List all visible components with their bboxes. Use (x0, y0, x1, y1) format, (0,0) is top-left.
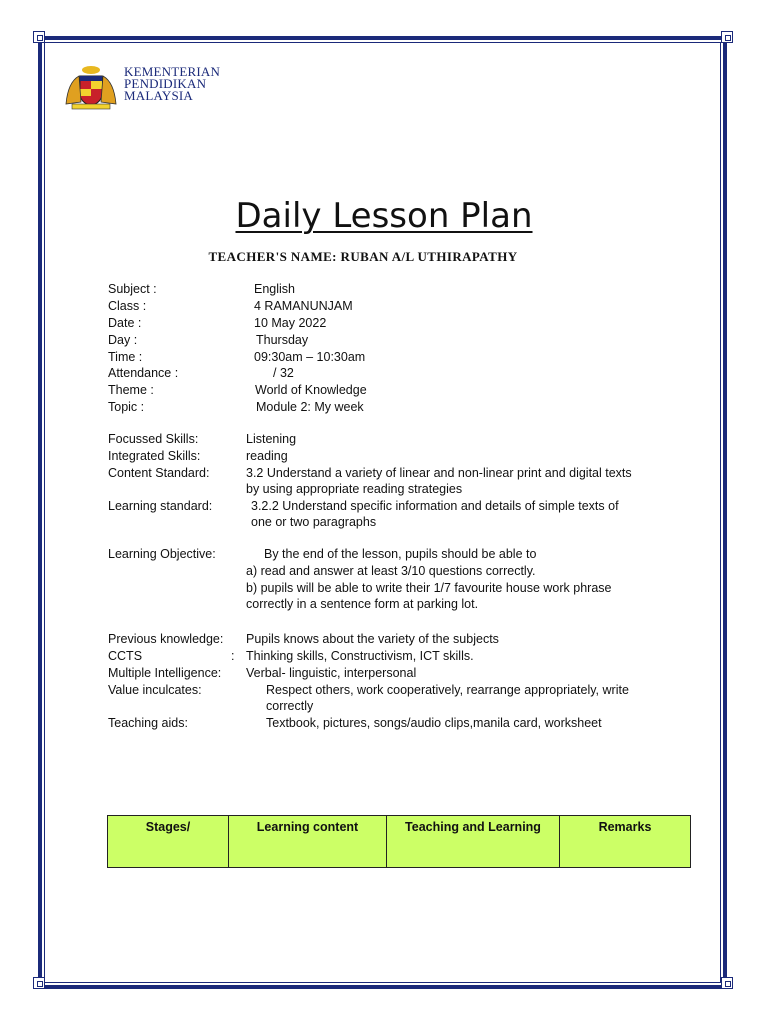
ministry-line-3: MALAYSIA (124, 88, 194, 103)
teacher-name: TEACHER'S NAME: RUBAN A/L UTHIRAPATHY (208, 249, 518, 264)
detail-value: Module 2: My week (256, 400, 364, 414)
extra-value: correctly (266, 699, 314, 713)
ministry-name (124, 66, 220, 102)
malaysia-coat-of-arms-icon (62, 64, 120, 110)
objective-line: correctly in a sentence form at parking lot. (246, 597, 479, 611)
ministry-line-2: PENDIDIKAN (124, 76, 207, 91)
extra-value: Verbal- linguistic, interpersonal (246, 666, 417, 680)
extra-label: Previous knowledge: (108, 632, 224, 646)
extra-value: Textbook, pictures, songs/audio clips,manila card, worksheet (266, 716, 602, 730)
extra-value: Pupils knows about the variety of the subjects (246, 632, 499, 646)
corner-ornament (721, 977, 733, 989)
objective-intro: By the end of the lesson, pupils should be able to (264, 547, 537, 561)
skill-label: Learning standard: (108, 499, 213, 513)
table-header-row (108, 816, 691, 868)
extra-label: Value inculcates: (108, 683, 202, 697)
detail-label: Time : (108, 350, 143, 364)
corner-ornament (33, 31, 45, 43)
objective-label: Learning Objective: (108, 547, 216, 561)
header-remarks: Remarks (560, 816, 691, 868)
corner-ornament (33, 977, 45, 989)
extra-value: Thinking skills, Constructivism, ICT skills. (246, 649, 474, 663)
skill-value: by using appropriate reading strategies (246, 482, 463, 496)
skill-value: Listening (246, 432, 297, 446)
skill-label: Content Standard: (108, 466, 210, 480)
objective-line: b) pupils will be able to write their 1/7 favourite house work phrase (246, 581, 612, 595)
detail-label: Subject : (108, 282, 157, 296)
extra-label: Multiple Intelligence: (108, 666, 222, 680)
skill-value: reading (246, 449, 288, 463)
detail-label: Class : (108, 299, 147, 313)
extra-label: Teaching aids: (108, 716, 188, 730)
stages-table (107, 815, 691, 868)
detail-label: Topic : (108, 400, 145, 414)
skill-value: 3.2.2 Understand specific information and details of simple texts of (251, 499, 619, 513)
header-stages: Stages/ (108, 816, 229, 868)
detail-label: Date : (108, 316, 142, 330)
corner-ornament (721, 31, 733, 43)
detail-value: English (254, 282, 295, 296)
detail-label: Day : (108, 333, 138, 347)
page-title: Daily Lesson Plan (235, 196, 533, 236)
extra-colon: : (231, 649, 235, 663)
detail-value: Thursday (256, 333, 309, 347)
objective-line: a) read and answer at least 3/10 questions correctly. (246, 564, 536, 578)
detail-value: / 32 (273, 366, 294, 380)
ministry-line-1: KEMENTERIAN (124, 64, 221, 79)
detail-label: Attendance : (108, 366, 179, 380)
skill-value: one or two paragraphs (251, 515, 377, 529)
skill-value: 3.2 Understand a variety of linear and non-linear print and digital texts (246, 466, 632, 480)
skill-label: Integrated Skills: (108, 449, 201, 463)
detail-value: 10 May 2022 (254, 316, 327, 330)
header-learning-content: Learning content (229, 816, 387, 868)
detail-value: World of Knowledge (255, 383, 367, 397)
extra-value: Respect others, work cooperatively, rearrange appropriately, write (266, 683, 629, 697)
header-teaching-learning: Teaching and Learning (387, 816, 560, 868)
skill-label: Focussed Skills: (108, 432, 199, 446)
detail-value: 09:30am – 10:30am (254, 350, 366, 364)
detail-value: 4 RAMANUNJAM (254, 299, 353, 313)
detail-label: Theme : (108, 383, 154, 397)
extra-label: CCTS (108, 649, 143, 663)
